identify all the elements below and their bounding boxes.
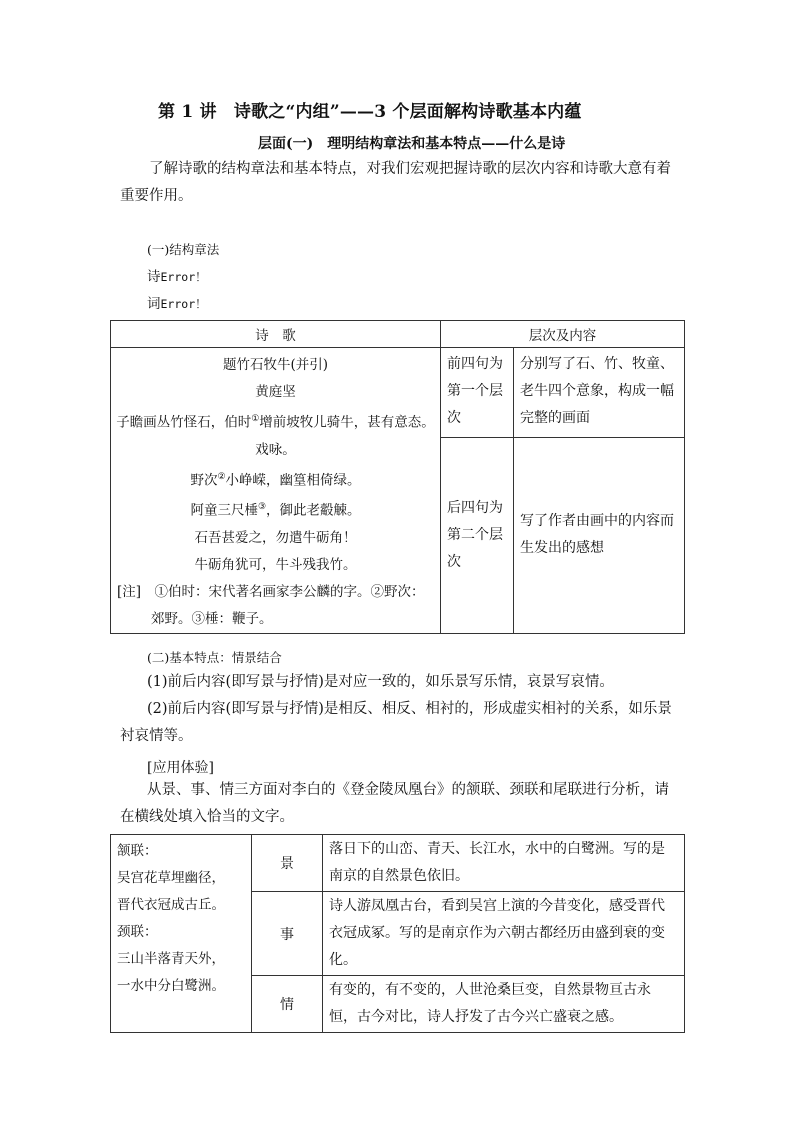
row-content-scene: 落日下的山峦、青天、长江水，水中的白鹭洲。写的是南京的自然景色依旧。 bbox=[323, 835, 685, 892]
page-subtitle: 层面(一) 理明结构章法和基本特点——什么是诗 bbox=[258, 136, 566, 152]
practice-instruction: 从景、事、情三方面对李白的《登金陵凤凰台》的颔联、颈联和尾联进行分析，请在横线处填入恰当的文字。 bbox=[120, 782, 669, 825]
ci-error-text: Error！ bbox=[160, 297, 207, 311]
poem-lines-item: 三山半落青天外， bbox=[117, 951, 225, 967]
point2: (2)前后内容(即写景与抒情)是相反、相反、相衬的，形成虚实相衬的关系，如乐景衬哀情等。 bbox=[120, 701, 672, 744]
point1: (1)前后内容(即写景与抒情)是对应一致的，如乐景写乐情，哀景写哀情。 bbox=[147, 674, 614, 690]
layer1-label: 前四句为第一个层次 bbox=[447, 356, 503, 426]
layer1-content-cell bbox=[514, 348, 685, 438]
poem-lines-cell bbox=[111, 835, 252, 1033]
poem-lines-item: 颔联： bbox=[117, 843, 158, 859]
shi-error-line bbox=[147, 265, 207, 285]
poem-line: 阿童三尺棰③，御此老觳觫。 bbox=[190, 502, 361, 519]
table1-header-layers: 层次及内容 bbox=[441, 321, 685, 348]
poem-author: 黄庭坚 bbox=[255, 384, 296, 400]
layer1-label-cell bbox=[441, 348, 514, 438]
page-title: 第 1 讲 诗歌之“内组”——3 个层面解构诗歌基本内蕴 bbox=[158, 102, 582, 122]
row-label-event: 事 bbox=[252, 892, 323, 976]
poem-line: 石吾甚爱之，勿遣牛砺角！ bbox=[194, 529, 357, 546]
ci-error-line bbox=[147, 292, 207, 312]
row-content-event: 诗人游凤凰古台，看到吴宫上演的今昔变化，感受晋代衣冠成冢。写的是南京作为六朝古都经历由盛到衰的变化。 bbox=[323, 892, 685, 976]
section1-heading: (一)结构章法 bbox=[147, 242, 220, 257]
poem-lines-item: 一水中分白鹭洲。 bbox=[117, 978, 225, 994]
poem-title: 题竹石牧牛(并引) bbox=[222, 357, 329, 373]
poem-note-cont: 郊野。③棰：鞭子。 bbox=[151, 610, 273, 627]
layer1-content: 分别写了石、竹、牧童、老牛四个意象，构成一幅完整的画面 bbox=[520, 356, 674, 426]
poem-line: 牛砺角犹可，牛斗残我竹。 bbox=[194, 556, 357, 573]
intro-paragraph: 了解诗歌的结构章法和基本特点，对我们宏观把握诗歌的层次内容和诗歌大意有着重要作用。 bbox=[120, 161, 671, 204]
layer2-label: 后四句为第二个层次 bbox=[447, 499, 503, 570]
analysis-table bbox=[110, 834, 685, 1033]
section2-heading: (二)基本特点：情景结合 bbox=[147, 650, 282, 665]
structure-table bbox=[110, 320, 685, 634]
layer2-content-cell bbox=[514, 438, 685, 633]
layer2-label-cell bbox=[441, 438, 514, 633]
row-label-scene: 景 bbox=[252, 835, 323, 892]
shi-prefix: 诗 bbox=[147, 269, 161, 285]
shi-error-text: Error！ bbox=[160, 270, 207, 284]
poem-intro: 子瞻画丛竹怪石，伯时①增前坡牧儿骑牛，甚有意态。 bbox=[116, 414, 435, 431]
table1-header-poem: 诗 歌 bbox=[111, 321, 441, 348]
row-label-emotion: 情 bbox=[252, 976, 323, 1033]
practice-heading: [应用体验] bbox=[147, 760, 214, 776]
poem-lines-item: 颈联： bbox=[117, 924, 158, 940]
poem-lines-item: 吴宫花草埋幽径， bbox=[117, 870, 225, 886]
poem-lines-item: 晋代衣冠成古丘。 bbox=[117, 897, 225, 913]
ci-prefix: 词 bbox=[147, 296, 161, 312]
row-content-emotion: 有变的，有不变的，人世沧桑巨变，自然景物亘古永恒，古今对比，诗人抒发了古今兴亡盛衰之感。 bbox=[323, 976, 685, 1033]
poem-line: 野次②小峥嵘，幽篁相倚绿。 bbox=[190, 471, 361, 488]
poem-cell bbox=[111, 348, 441, 634]
poem-intro-end: 戏咏。 bbox=[255, 441, 296, 458]
poem-note: [注] ①伯时：宋代著名画家李公麟的字。②野次： bbox=[117, 583, 425, 600]
layer2-content: 写了作者由画中的内容而生发出的感想 bbox=[520, 513, 674, 557]
